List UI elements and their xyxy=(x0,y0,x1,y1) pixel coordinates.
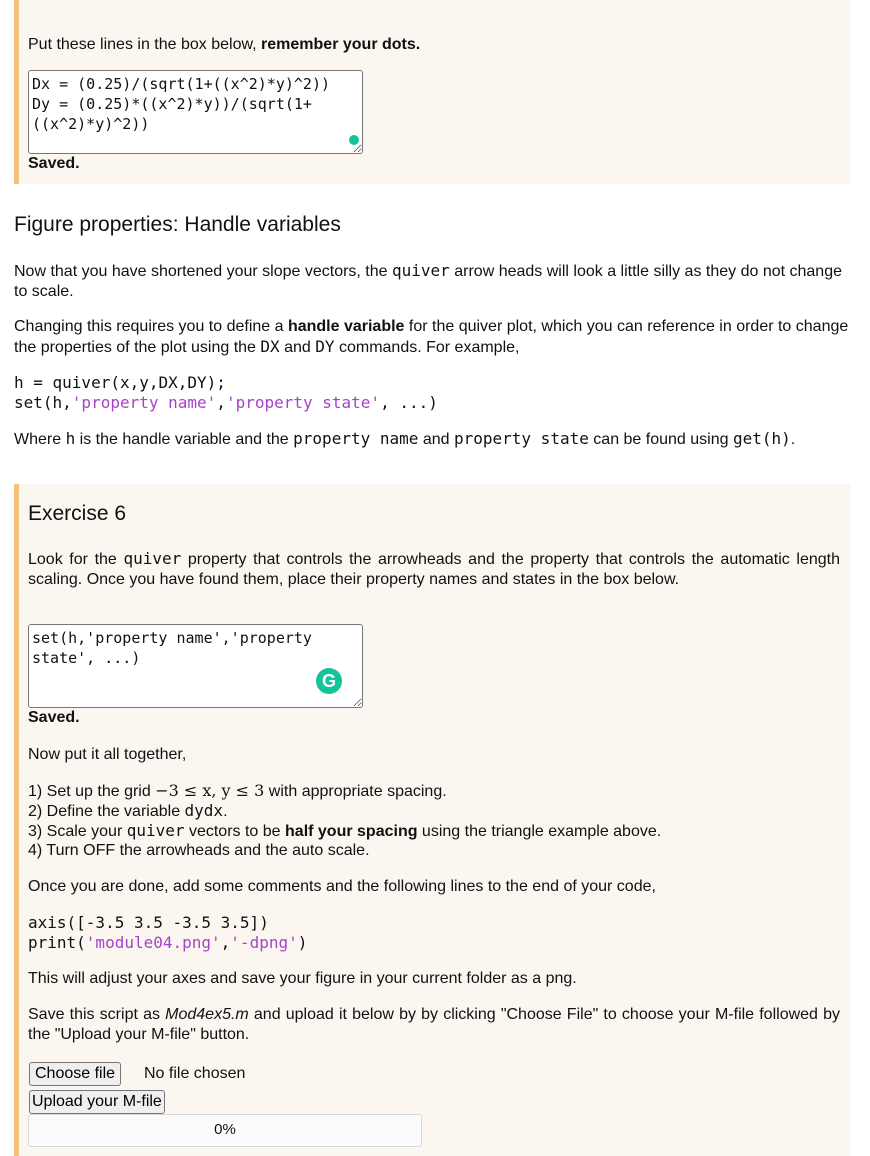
print-string-2: '-dpng' xyxy=(230,933,298,952)
instruction-pre: Put these lines in the box below, xyxy=(28,36,262,53)
step-2 xyxy=(28,801,228,822)
step1-a: 1) Set up the grid xyxy=(28,783,156,800)
step3-b: vectors to be xyxy=(184,823,286,840)
together-text: Now put it all together, xyxy=(28,746,187,763)
step2-a: 2) Define the variable xyxy=(28,803,185,820)
code2-c: , ...) xyxy=(380,393,438,412)
save-instructions xyxy=(28,1005,840,1045)
instruction-bold: remember your dots. xyxy=(261,36,421,53)
code-print xyxy=(28,933,307,953)
p2-code-dx: DX xyxy=(260,337,280,356)
save-filename: Mod4ex5.m xyxy=(165,1006,249,1023)
step-1 xyxy=(28,781,447,802)
save-a: Save this script as xyxy=(28,1006,166,1023)
p3-text-e: . xyxy=(790,431,796,448)
ex-p1-code: quiver xyxy=(123,549,182,568)
upload-button[interactable]: Upload your M-file xyxy=(29,1090,165,1114)
step3-c: using the triangle example above. xyxy=(417,823,662,840)
p2-code-dy: DY xyxy=(315,337,335,356)
step-3 xyxy=(28,821,661,842)
code2-string-1: 'property name' xyxy=(71,393,217,412)
step2-code: dydx xyxy=(184,801,224,820)
once-done-text: Once you are done, add some comments and the following lines to the end of your code, xyxy=(28,878,656,895)
upload-progress xyxy=(28,1114,422,1147)
p3-text-a: Where xyxy=(14,431,66,448)
exercise-panel xyxy=(14,484,850,1156)
section-paragraph-2 xyxy=(14,317,856,358)
code-example-2 xyxy=(14,393,438,413)
p1-text-b: arrow heads will look a little silly as they do not change to scale. xyxy=(14,263,842,300)
p3-text-d: can be found using xyxy=(588,431,733,448)
saved-status: Saved. xyxy=(28,155,80,172)
p2-text-c: and xyxy=(279,339,316,356)
adjust-text: This will adjust your axes and save your figure in your current folder as a png. xyxy=(28,970,577,987)
grammarly-dot-icon xyxy=(349,135,359,145)
p1-code: quiver xyxy=(392,261,450,280)
progress-label: 0% xyxy=(214,1121,236,1138)
ex-p1-a: Look for the xyxy=(28,551,124,568)
p3-code-get: get(h) xyxy=(732,429,791,448)
step1-math: −3 ≤ x, y ≤ 3 xyxy=(155,781,265,800)
exercise-saved-status: Saved. xyxy=(28,709,80,726)
code-axis: axis([-3.5 3.5 -3.5 3.5]) xyxy=(28,913,269,932)
p3-code-name: property name xyxy=(293,429,419,448)
p3-code-state: property state xyxy=(453,429,589,448)
instruction-text xyxy=(28,35,828,55)
exercise-heading: Exercise 6 xyxy=(28,502,127,525)
choose-file-button[interactable]: Choose file xyxy=(29,1062,121,1086)
instruction-panel xyxy=(14,0,850,184)
dx-dy-input[interactable] xyxy=(28,70,363,154)
p1-text-a: Now that you have shortened your slope vectors, the xyxy=(14,263,392,280)
p2-text-b: for the quiver plot, which you can reference in order to change the properties of the plot using the xyxy=(14,318,849,356)
ex-p1-b: property that controls the arrowheads and the property that controls the automatic length scaling. Once you have found them, place their property names and states in the box below. xyxy=(28,551,840,588)
p3-text-c: and xyxy=(418,431,454,448)
section-paragraph-3 xyxy=(14,429,856,450)
no-file-status: No file chosen xyxy=(144,1065,246,1082)
step-4: 4) Turn OFF the arrowheads and the auto scale. xyxy=(28,842,370,859)
code2-string-2: 'property state' xyxy=(225,393,381,412)
section-heading: Figure properties: Handle variables xyxy=(14,213,341,236)
step3-bold: half your spacing xyxy=(285,823,418,840)
code2-a: set(h, xyxy=(14,393,72,412)
section-paragraph-1 xyxy=(14,261,856,302)
code-example-1: h = quiver(x,y,DX,DY); xyxy=(14,373,226,392)
p3-code-h: h xyxy=(65,429,76,448)
print-b: , xyxy=(220,933,231,952)
step3-a: 3) Scale your xyxy=(28,823,127,840)
step3-code: quiver xyxy=(126,821,185,840)
p2-text-a: Changing this requires you to define a xyxy=(14,318,288,335)
step1-b: with appropriate spacing. xyxy=(264,783,447,800)
print-a: print( xyxy=(28,933,86,952)
p2-text-d: commands. For example, xyxy=(334,339,520,356)
print-c: ) xyxy=(297,933,308,952)
save-b: and upload it below by by clicking "Choose File" to choose your M-file followed by the "Upload your M-file" button. xyxy=(28,1006,841,1043)
code2-b: , xyxy=(216,393,226,412)
property-input[interactable] xyxy=(28,624,363,708)
print-string-1: 'module04.png' xyxy=(85,933,221,952)
exercise-paragraph xyxy=(28,549,840,590)
p2-bold: handle variable xyxy=(287,318,405,335)
p3-text-b: is the handle variable and the xyxy=(75,431,294,448)
step2-b: . xyxy=(223,803,228,820)
grammarly-icon[interactable]: G xyxy=(316,668,342,694)
